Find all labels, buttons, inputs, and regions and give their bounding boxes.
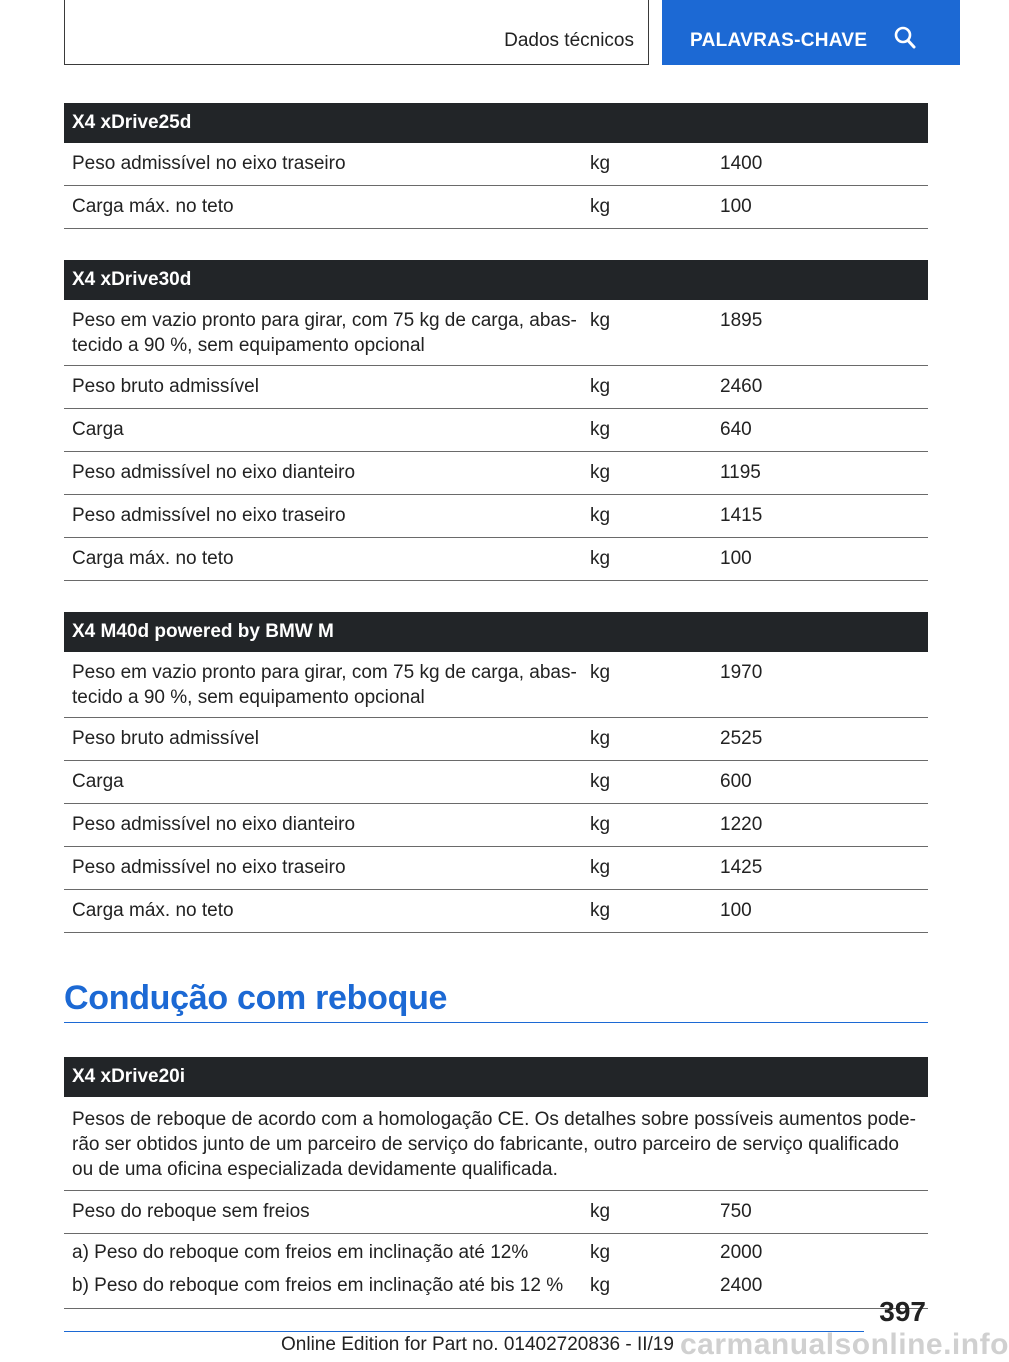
row-value: 1895 (720, 310, 763, 331)
table-row (64, 847, 928, 890)
row-label: Carga máx. no teto (72, 548, 234, 569)
row-label (64, 652, 582, 717)
table-row (64, 300, 928, 366)
row-unit: kg (590, 419, 611, 440)
row-unit: kg (590, 462, 611, 483)
row-unit: kg (590, 814, 611, 835)
table-title: X4 xDrive30d (64, 260, 928, 300)
row-label-line: b) Peso do reboque com freios em inclinação até bis 12 % (72, 1275, 564, 1296)
row-unit: kg (590, 1201, 611, 1222)
table-row (64, 718, 928, 761)
row-value: 1970 (720, 662, 763, 683)
row-label: Carga (72, 771, 124, 792)
main-content (64, 103, 928, 1309)
spec-table-towing (64, 1057, 928, 1309)
row-unit: kg (590, 310, 611, 331)
row-unit: kg (590, 376, 611, 397)
row-unit: kg (590, 857, 611, 878)
row-label: Carga (72, 419, 124, 440)
row-label: Peso admissível no eixo dianteiro (72, 814, 356, 835)
table-row (64, 652, 928, 718)
table-row (64, 761, 928, 804)
row-label: Peso admissível no eixo traseiro (72, 505, 346, 526)
towing-note (64, 1097, 928, 1191)
keywords-button[interactable] (662, 0, 960, 65)
note-line: ou de uma oficina especializada devidamente qualificada. (72, 1159, 558, 1180)
row-label-line: tecido a 90 %, sem equipamento opcional (72, 335, 425, 356)
row-value: 1220 (720, 814, 763, 835)
row-unit: kg (590, 728, 611, 749)
table-row (64, 186, 928, 229)
row-unit: kg (590, 196, 611, 217)
table-row (64, 452, 928, 495)
row-label-line: Peso em vazio pronto para girar, com 75 kg de carga, abas‐ (72, 310, 577, 331)
row-value: 2460 (720, 376, 763, 397)
row-unit: kg (590, 505, 611, 526)
row-label-line: tecido a 90 %, sem equipamento opcional (72, 687, 425, 708)
row-label: Peso do reboque sem freios (72, 1201, 310, 1222)
spec-table-xdrive30d (64, 260, 928, 581)
row-label: Peso admissível no eixo traseiro (72, 153, 346, 174)
table-row (64, 143, 928, 186)
table-title: X4 xDrive20i (64, 1057, 928, 1097)
row-value: 1425 (720, 857, 763, 878)
watermark: carmanualsonline.info (680, 1328, 1009, 1361)
row-label: Carga máx. no teto (72, 900, 234, 921)
row-unit (582, 1234, 712, 1308)
table-row (64, 409, 928, 452)
keywords-label: PALAVRAS-CHAVE (690, 30, 868, 51)
row-label: Peso bruto admissível (72, 728, 259, 749)
table-row (64, 1234, 928, 1309)
row-value: 750 (720, 1201, 752, 1222)
page-header (0, 0, 960, 66)
note-line: Pesos de reboque de acordo com a homologação CE. Os detalhes sobre possíveis aumentos pode‐ (72, 1109, 916, 1130)
row-unit: kg (590, 771, 611, 792)
search-icon (894, 26, 916, 56)
row-label: Peso admissível no eixo dianteiro (72, 462, 356, 483)
row-value: 100 (720, 900, 752, 921)
row-unit-line: kg (590, 1275, 611, 1296)
table-row (64, 890, 928, 933)
row-value: 1400 (720, 153, 763, 174)
row-value-line: 2000 (720, 1242, 763, 1263)
row-label: Peso admissível no eixo traseiro (72, 857, 346, 878)
row-label (64, 300, 582, 365)
table-row (64, 1191, 928, 1234)
row-value-line: 2400 (720, 1275, 763, 1296)
edition-text: Online Edition for Part no. 01402720836 - II/19 (281, 1334, 674, 1355)
section-title: Dados técnicos (504, 30, 634, 51)
spec-table-xdrive25d (64, 103, 928, 229)
spec-table-m40d (64, 612, 928, 933)
row-label-line: a) Peso do reboque com freios em inclinação até 12% (72, 1242, 529, 1263)
table-row (64, 804, 928, 847)
row-value: 2525 (720, 728, 763, 749)
row-value: 640 (720, 419, 752, 440)
table-title: X4 M40d powered by BMW M (64, 612, 928, 652)
table-row (64, 495, 928, 538)
row-unit-line: kg (590, 1242, 611, 1263)
row-value: 1195 (720, 462, 761, 483)
row-value: 100 (720, 196, 752, 217)
row-value: 600 (720, 771, 752, 792)
row-unit: kg (590, 900, 611, 921)
row-unit: kg (590, 548, 611, 569)
table-title: X4 xDrive25d (64, 103, 928, 143)
page-number: 397 (879, 1296, 926, 1327)
section-heading-towing: Condução com reboque (64, 979, 928, 1023)
table-row (64, 538, 928, 581)
row-label-line: Peso em vazio pronto para girar, com 75 kg de carga, abas‐ (72, 662, 577, 683)
row-value: 1415 (720, 505, 763, 526)
row-unit: kg (590, 662, 611, 683)
note-line: rão ser obtidos junto de um parceiro de serviço do fabricante, outro parceiro de serviço qualificado (72, 1134, 899, 1155)
row-label (64, 1234, 582, 1308)
row-label: Peso bruto admissível (72, 376, 259, 397)
row-value: 100 (720, 548, 752, 569)
table-row (64, 366, 928, 409)
section-tab[interactable] (64, 0, 649, 65)
row-unit: kg (590, 153, 611, 174)
row-label: Carga máx. no teto (72, 196, 234, 217)
